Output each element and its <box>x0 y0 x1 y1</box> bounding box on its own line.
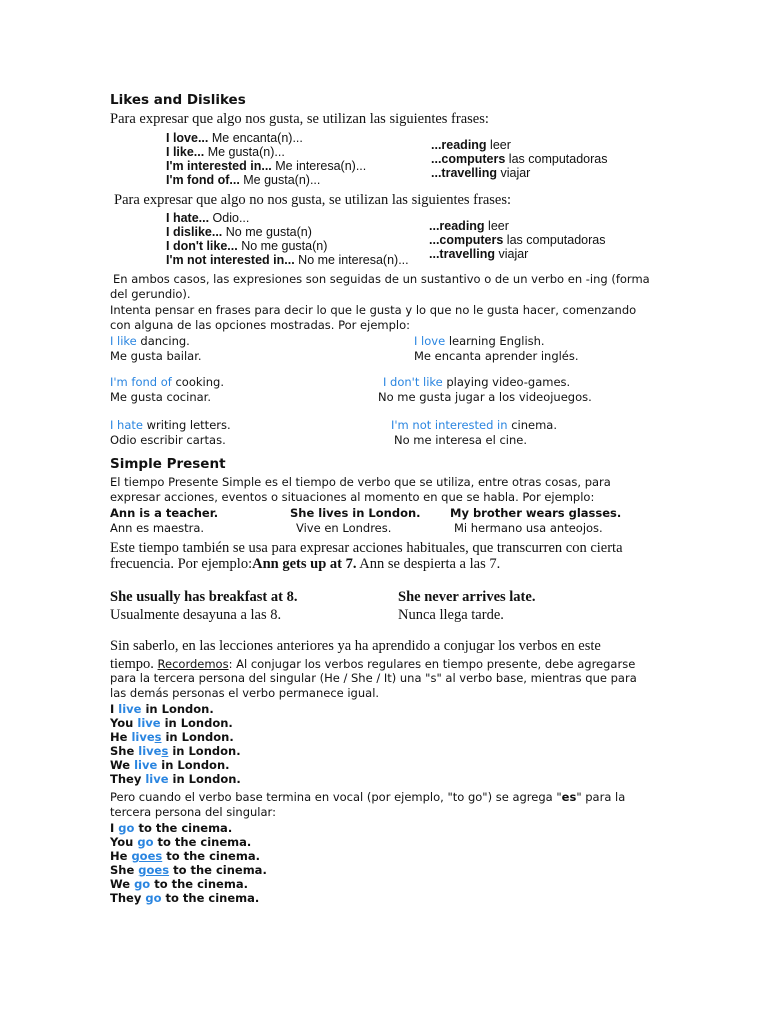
paragraph-line: Sin saberlo, en las lecciones anteriores ya ha aprendido a conjugar los verbos en este <box>110 638 601 654</box>
conjugation-row: You go to the cinema. <box>110 835 252 849</box>
dislikes-item: I hate... Odio... <box>166 211 250 225</box>
example-pair: She lives in London. Vive en Londres. <box>290 506 421 535</box>
conjugation-row: You live in London. <box>110 716 233 730</box>
paragraph-line: tercera persona del singular: <box>110 805 276 819</box>
conjugation-row: I go to the cinema. <box>110 821 233 835</box>
paragraph-line: Este tiempo también se usa para expresar acciones habituales, que transcurren con cierta <box>110 540 623 556</box>
conjugation-row: She goes to the cinema. <box>110 863 267 877</box>
likes-item: I'm fond of... Me gusta(n)... <box>166 173 321 187</box>
conjugation-row: I live in London. <box>110 702 214 716</box>
conjugation-row: She lives in London. <box>110 744 241 758</box>
conjugation-row: He lives in London. <box>110 730 234 744</box>
example-pair: She usually has breakfast at 8. Usualmente desayuna a las 8. <box>110 589 298 623</box>
object-item: ...travelling viajar <box>429 247 529 261</box>
dislikes-item: I dislike... No me gusta(n) <box>166 225 312 239</box>
section-title-likes: Likes and Dislikes <box>110 92 246 108</box>
example-pair: I hate writing letters. Odio escribir cartas. <box>110 418 231 447</box>
paragraph-line: Intenta pensar en frases para decir lo que le gusta y lo que no le gusta hacer, comenzando <box>110 303 637 317</box>
objects-list-2 <box>429 219 605 261</box>
example-pair: I'm not interested in cinema. No me interesa el cine. <box>391 418 557 447</box>
example-pair: My brother wears glasses. Mi hermano usa anteojos. <box>450 506 622 535</box>
object-item: ...reading leer <box>429 219 509 233</box>
likes-list <box>166 131 366 187</box>
paragraph-line: del gerundio). <box>110 287 191 301</box>
dislikes-item: I'm not interested in... No me interesa(n)... <box>166 253 409 267</box>
example-pair: I don't like playing video-games. No me gusta jugar a los videojuegos. <box>378 375 592 404</box>
conjugation-row: We go to the cinema. <box>110 877 248 891</box>
example-pair: She never arrives late. Nunca llega tarde. <box>398 589 536 623</box>
object-item: ...computers las computadoras <box>429 233 606 247</box>
likes-item: I love... Me encanta(n)... <box>166 131 303 145</box>
intro-likes: Para expresar que algo nos gusta, se utilizan las siguientes frases: <box>110 111 489 127</box>
likes-item: I'm interested in... Me interesa(n)... <box>166 159 367 173</box>
example-pair: I'm fond of cooking. Me gusta cocinar. <box>110 375 224 404</box>
object-item: ...computers las computadoras <box>431 152 608 166</box>
conjugation-row: He goes to the cinema. <box>110 849 260 863</box>
conjugation-row: They live in London. <box>110 772 241 786</box>
paragraph-line: Pero cuando el verbo base termina en vocal (por ejemplo, "to go") se agrega "es" para la <box>110 790 626 804</box>
example-pair: I like dancing. Me gusta bailar. <box>110 334 202 363</box>
conjugation-row: They go to the cinema. <box>110 891 260 905</box>
paragraph-line: las demás personas el verbo permanece igual. <box>110 686 380 700</box>
paragraph-line: tiempo. Recordemos: Al conjugar los verbos regulares en tiempo presente, debe agregarse <box>110 656 636 672</box>
likes-item: I like... Me gusta(n)... <box>166 145 285 159</box>
conjugation-live <box>110 702 241 786</box>
dislikes-item: I don't like... No me gusta(n) <box>166 239 328 253</box>
object-item: ...travelling viajar <box>431 166 531 180</box>
intro-dislikes: Para expresar que algo no nos gusta, se utilizan las siguientes frases: <box>114 192 512 208</box>
paragraph-line: con alguna de las opciones mostradas. Por ejemplo: <box>110 318 411 332</box>
paragraph-line: En ambos casos, las expresiones son seguidas de un sustantivo o de un verbo en -ing (forma <box>113 272 650 286</box>
example-pair: I love learning English. Me encanta aprender inglés. <box>414 334 579 363</box>
section-title-simple-present: Simple Present <box>110 456 226 472</box>
paragraph-line: para la tercera persona del singular (He / She / It) una "s" al verbo base, mientras que para <box>110 671 637 685</box>
paragraph-line: frecuencia. Por ejemplo:Ann gets up at 7. Ann se despierta a las 7. <box>110 556 501 572</box>
example-pair: Ann is a teacher. Ann es maestra. <box>110 506 219 535</box>
paragraph-line: El tiempo Presente Simple es el tiempo de verbo que se utiliza, entre otras cosas, para <box>110 475 611 489</box>
object-item: ...reading leer <box>431 138 511 152</box>
dislikes-list <box>166 211 409 267</box>
conjugation-row: We live in London. <box>110 758 230 772</box>
objects-list-1 <box>431 138 607 180</box>
conjugation-go <box>110 821 267 905</box>
paragraph-line: expresar acciones, eventos o situaciones al momento en que se habla. Por ejemplo: <box>110 490 595 504</box>
